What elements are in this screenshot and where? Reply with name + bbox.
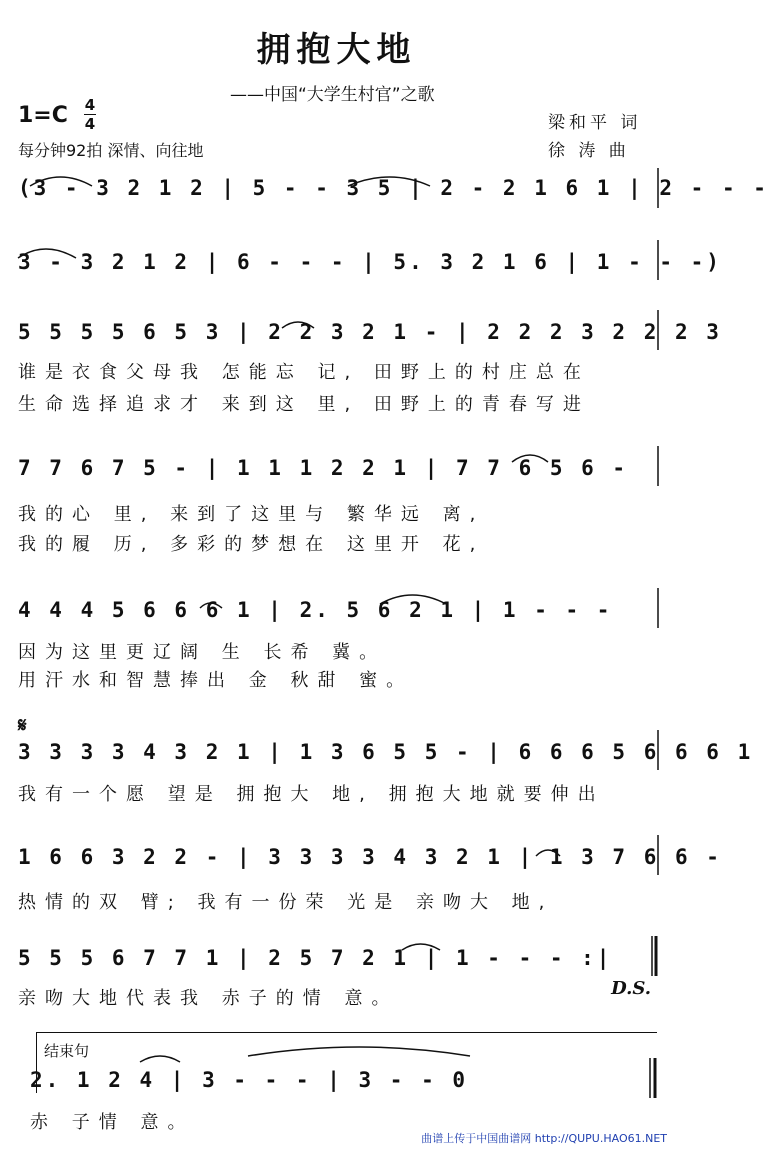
score-row-5-lyric-1: 因为这里更辽阔 生 长希 冀。 <box>18 642 387 663</box>
key-signature: 1=C <box>18 103 68 128</box>
ending-row-notes: 2. 1 2 4 | 3 - - - | 3 - - 0 <box>30 1068 469 1092</box>
score-row-5-lyric-2: 用汗水和智慧捧出 金 秋甜 蜜。 <box>18 670 414 691</box>
score-row-6-notes: 3 3 3 3 4 3 2 1 | 1 3 6 5 5 - | 6 6 6 5 6 6 6 1 <box>18 740 754 764</box>
ending-row-lyric: 赤 子情 意。 <box>30 1112 195 1133</box>
score-row-7-notes: 1 6 6 3 2 2 - | 3 3 3 3 4 3 2 1 | 1 3 7 6 6 - <box>18 845 722 869</box>
song-title: 拥抱大地 <box>256 30 417 70</box>
ending-label: 结束句 <box>44 1042 90 1060</box>
score-row-4-lyric-1: 我的心 里, 来到了这里与 繁华远 离, <box>18 504 485 525</box>
song-subtitle: ——中国“大学生村官”之歌 <box>230 85 435 105</box>
time-signature-bottom: 4 <box>84 115 96 133</box>
site-watermark: 曲谱上传于中国曲谱网 http://QUPU.HAO61.NET <box>421 1132 667 1145</box>
composer-credit: 徐 涛 曲 <box>548 141 630 161</box>
dal-segno-mark: D.S. <box>611 978 651 999</box>
score-row-1-notes: (3 - 3 2 1 2 | 5 - - 3 5 | 2 - 2 1 6 1 | 2 - - - <box>18 176 769 200</box>
score-row-8-lyric-1: 亲吻大地代表我 赤子的情 意。 <box>18 988 399 1009</box>
score-row-3-lyric-1: 谁是衣食父母我 怎能忘 记, 田野上的村庄总在 <box>18 362 590 383</box>
score-row-8-notes: 5 5 5 6 7 7 1 | 2 5 7 2 1 | 1 - - - :| <box>18 946 613 970</box>
score-row-3-lyric-2: 生命选择追求才 来到这 里, 田野上的青春写进 <box>18 394 590 415</box>
score-row-4-lyric-2: 我的履 历, 多彩的梦想在 这里开 花, <box>18 534 485 555</box>
score-row-2-notes: 3 - 3 2 1 2 | 6 - - - | 5. 3 2 1 6 | 1 - - -) <box>18 250 722 274</box>
score-row-6-lyric-1: 我有一个愿 望是 拥抱大 地, 拥抱大地就要伸出 <box>18 784 605 805</box>
score-row-3-notes: 5 5 5 5 6 5 3 | 2 2 3 2 1 - | 2 2 2 3 2 2 2 3 <box>18 320 722 344</box>
score-row-5-notes: 4 4 4 5 6 6 6 1 | 2. 5 6 2 1 | 1 - - - <box>18 598 613 622</box>
segno-sign: 𝄋 <box>18 713 27 737</box>
score-row-4-notes: 7 7 6 7 5 - | 1 1 1 2 2 1 | 7 7 6 5 6 - <box>18 456 629 480</box>
time-signature-top: 4 <box>84 96 96 114</box>
score-row-7-lyric-1: 热情的双 臂; 我有一份荣 光是 亲吻大 地, <box>18 892 554 913</box>
lyricist-credit: 梁和平 词 <box>548 113 642 133</box>
tempo-marking: 每分钟92拍 深情、向往地 <box>18 141 204 160</box>
